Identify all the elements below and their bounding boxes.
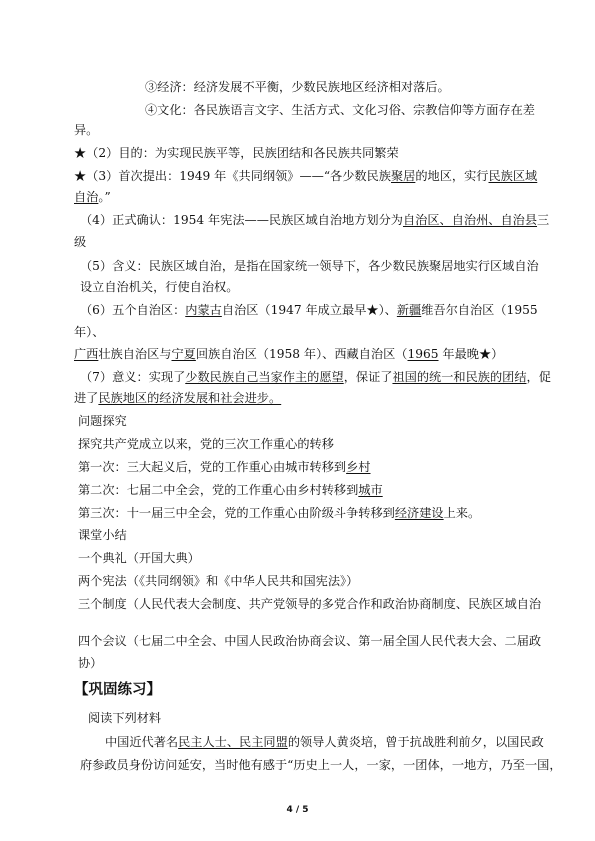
- text-five-regions: （6）五个自治区：内蒙古自治区（1947 年成立最早★）、新疆维吾尔自治区（1955: [80, 303, 538, 317]
- underline-term: 广西: [74, 347, 99, 361]
- text-purpose: ★（2）目的：为实现民族平等，民族团结和各民族共同繁荣: [74, 146, 399, 160]
- underline-term: 乡村: [346, 460, 371, 474]
- text-five-regions-cont: 年）、: [74, 325, 105, 339]
- text-material: 中国近代著名民主人士、民主同盟的领导人黄炎培，曾于抗战胜利前夕，以国民政: [105, 735, 544, 749]
- text-summary-4-cont: 协）: [78, 656, 103, 670]
- text-summary-2: 两个宪法（《共同纲领》和《中华人民共和国宪法》）: [78, 574, 359, 588]
- text-shift-3: 第三次：十一届三中全会，党的工作重心由阶级斗争转移到经济建设上来。: [78, 506, 481, 520]
- text-confirmation: （4）正式确认：1954 年宪法——民族区域自治地方划分为自治区、自治州、自治县三: [80, 213, 550, 227]
- text-first-proposed-cont: 自治。”: [74, 190, 111, 204]
- underline-term: 新疆: [396, 303, 422, 317]
- text-material-cont: 府参政员身份访问延安，当时他有感于“历史上一人，一家，一团体，一地方，乃至一国，: [80, 758, 562, 772]
- text-meaning: （5）含义：民族区域自治，是指在国家统一领导下，各少数民族聚居地实行区域自治: [80, 259, 539, 273]
- underline-term: 民族区域: [488, 169, 538, 183]
- underline-term: 经济建设: [394, 506, 444, 520]
- text-summary-label: 课堂小结: [78, 528, 127, 542]
- underline-term: 聚居: [391, 169, 416, 183]
- underline-term: 自治: [74, 190, 99, 204]
- section-heading: 【巩固练习】: [74, 682, 161, 698]
- text-summary-4: 四个会议（七届二中全会、中国人民政治协商会议、第一届全国人民代表大会、二届政: [78, 634, 542, 648]
- text-read-material: 阅读下列材料: [88, 711, 162, 725]
- underline-term: 少数民族自己当家作主的愿望: [185, 370, 344, 384]
- underline-term: 祖国的统一和民族的团结: [392, 370, 527, 384]
- text-shift-1: 第一次：三大起义后，党的工作重心由城市转移到乡村: [78, 460, 371, 474]
- text-meaning-cont: 设立自治机关，行使自治权。: [80, 280, 239, 294]
- text-summary-3: 三个制度（人民代表大会制度、共产党领导的多党合作和政治协商制度、民族区域自治: [78, 597, 542, 611]
- underline-term: 内蒙古: [185, 303, 222, 317]
- page-number: 4 / 5: [286, 805, 309, 815]
- text-five-regions-cont2: 广西壮族自治区与宁夏回族自治区（1958 年）、西藏自治区（1965 年最晚★）: [74, 347, 504, 361]
- text-shift-2: 第二次：七届二中全会，党的工作重心由乡村转移到城市: [78, 483, 383, 497]
- underline-term: 自治区、自治州、自治县: [402, 213, 538, 227]
- text-economy: ③经济：经济发展不平衡，少数民族地区经济相对落后。: [145, 80, 450, 94]
- underline-term: 民主人士、民主同盟: [178, 735, 288, 749]
- text-confirmation-cont: 级: [74, 235, 87, 249]
- text-explore-title: 探究共产党成立以来，党的三次工作重心的转移: [78, 437, 334, 451]
- text-significance-cont: 进了民族地区的经济发展和社会进步。: [74, 391, 282, 405]
- text-significance: （7）意义：实现了少数民族自己当家作主的愿望，保证了祖国的统一和民族的团结，促: [80, 370, 551, 384]
- underline-term: 民族地区的经济发展和社会进步。: [98, 391, 282, 405]
- text-explore-label: 问题探究: [78, 414, 127, 428]
- text-summary-1: 一个典礼（开国大典）: [78, 551, 200, 565]
- underline-term: 城市: [358, 483, 383, 497]
- text-culture-cont: 异。: [74, 123, 99, 137]
- text-first-proposed: ★（3）首次提出：1949 年《共同纲领》——“各少数民族聚居的地区，实行民族区域: [74, 169, 538, 183]
- text-culture: ④文化：各民族语言文字、生活方式、文化习俗、宗教信仰等方面存在差: [145, 103, 535, 117]
- underline-term: 1965: [407, 347, 439, 361]
- underline-term: 宁夏: [171, 347, 196, 361]
